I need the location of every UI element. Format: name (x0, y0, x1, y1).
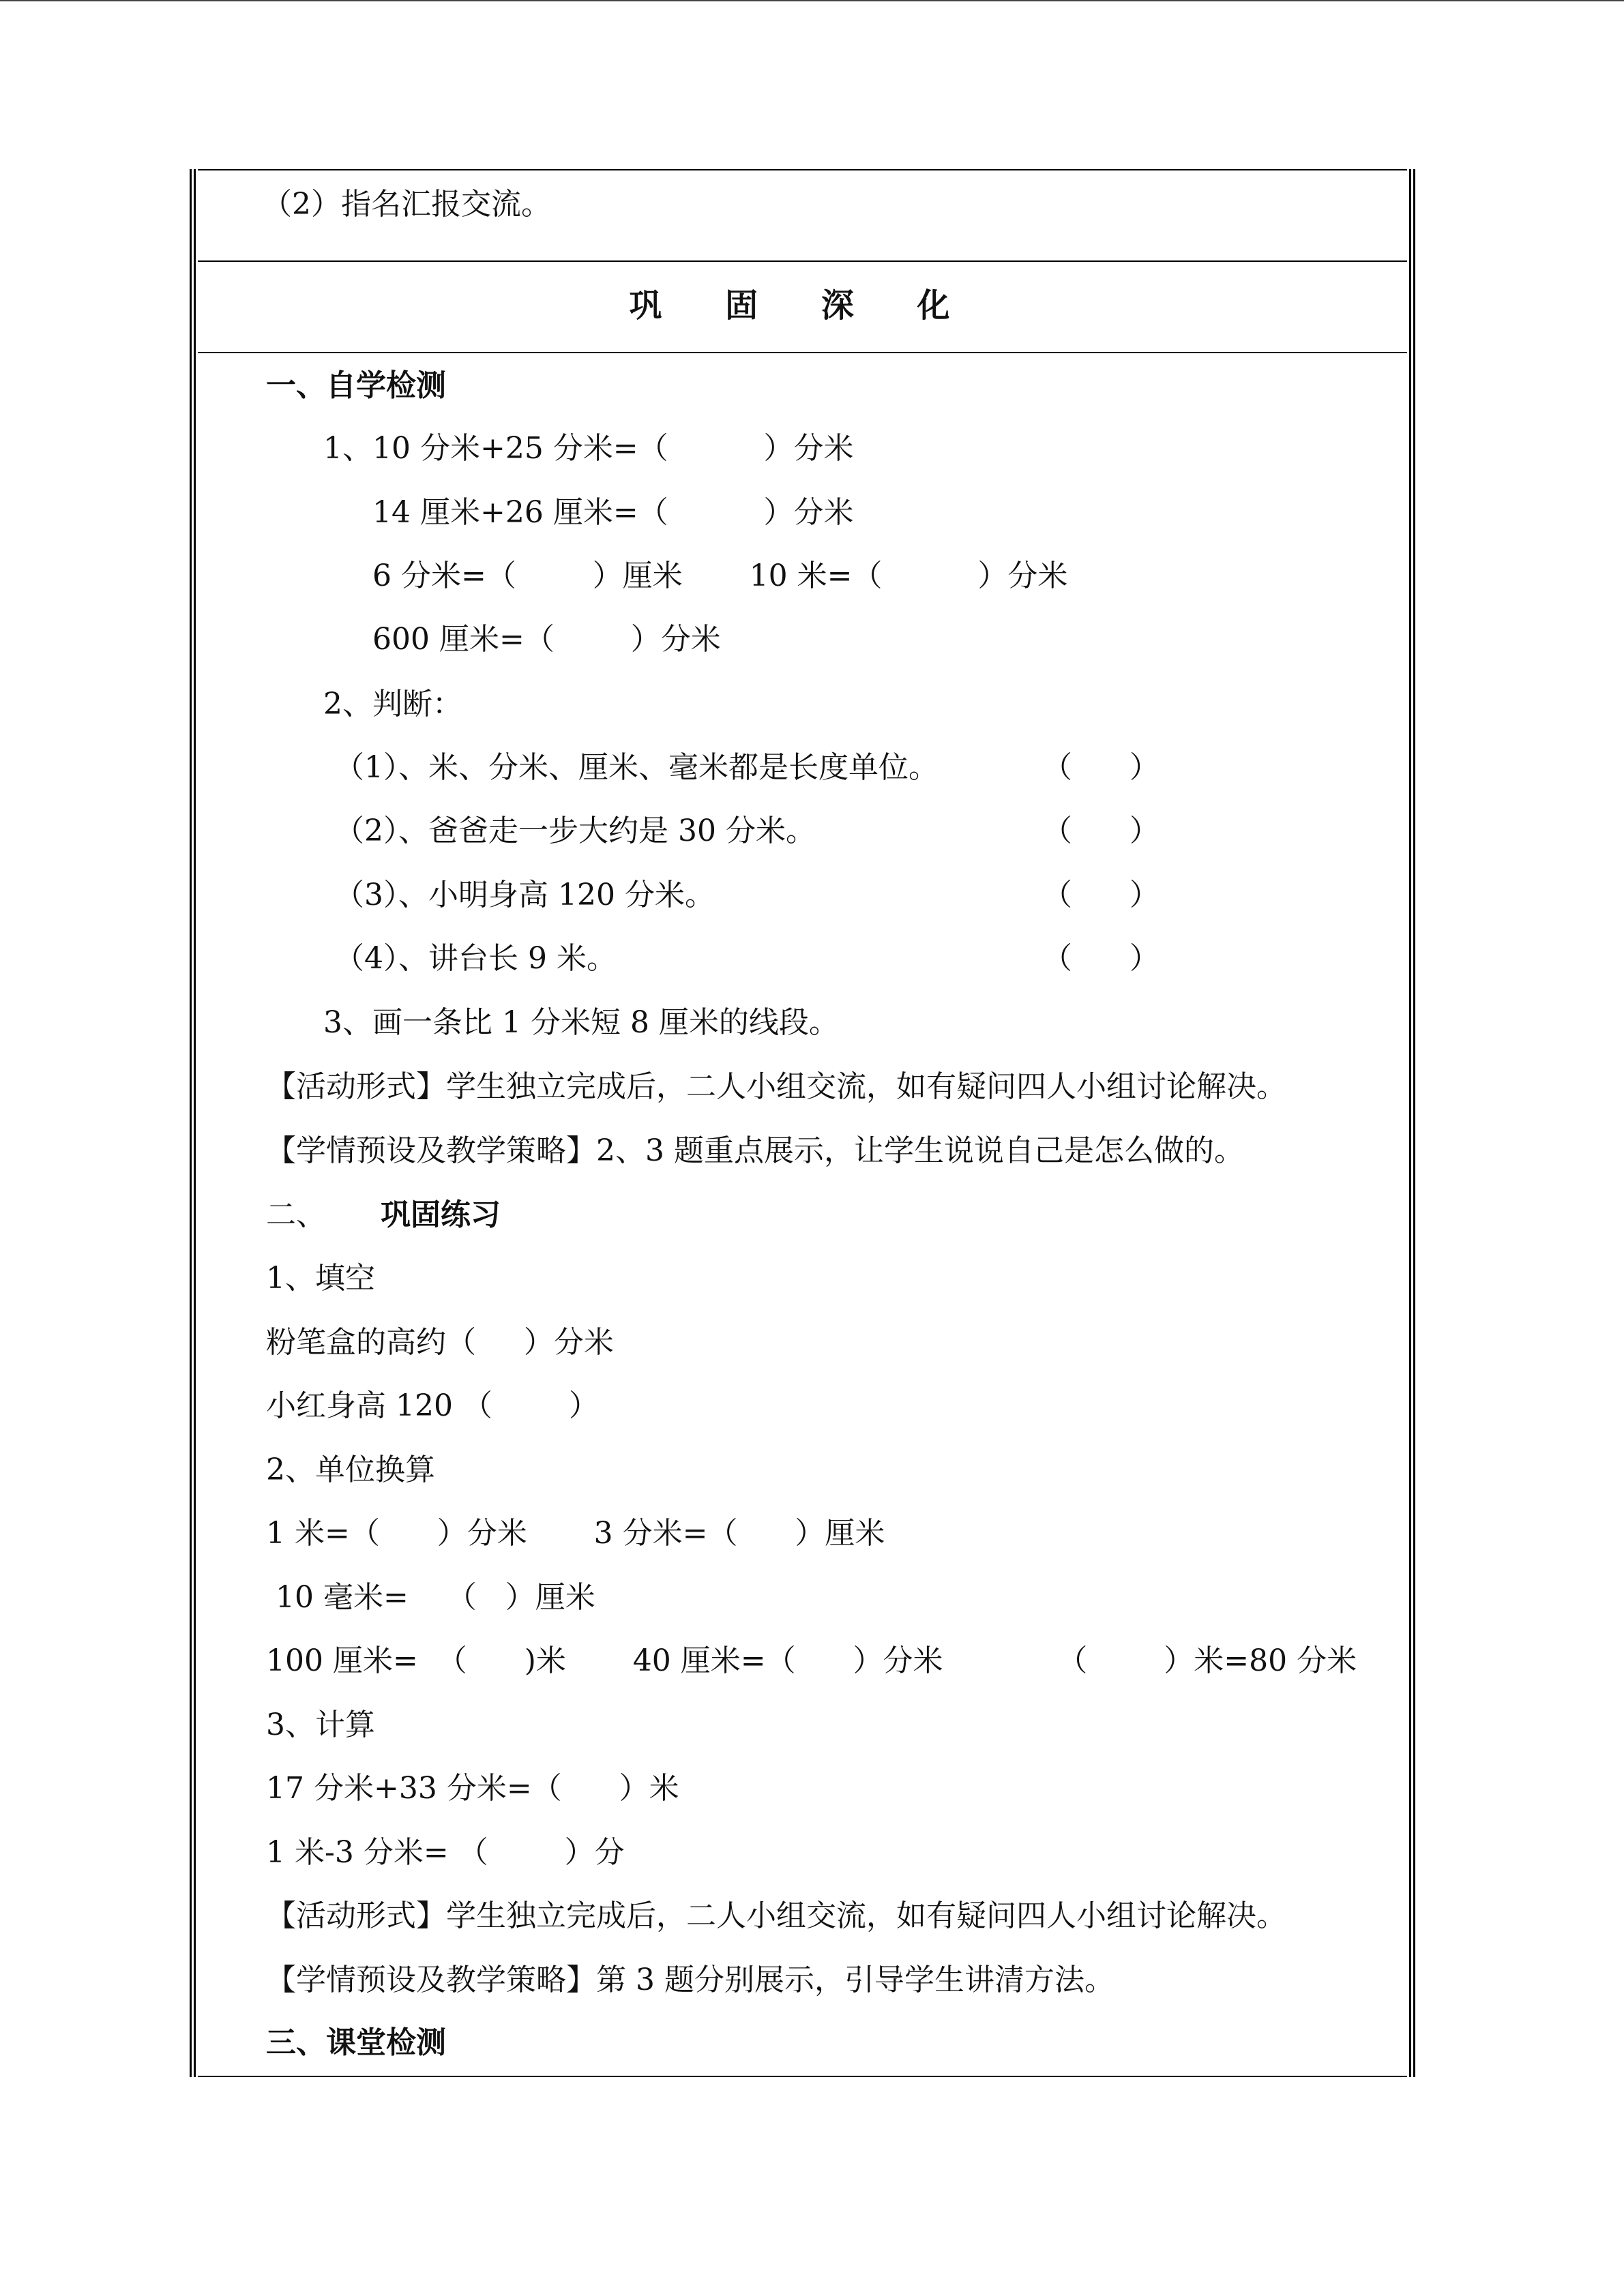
exercise-line: 3、计算 (266, 1708, 375, 1742)
q1-line: 14 厘米+26 厘米=（ ）分米 (372, 495, 854, 530)
exercise-line: 10 毫米= （ ）厘米 (266, 1580, 595, 1615)
part2-heading-number: 二、 (266, 1197, 326, 1232)
part3-heading: 三、课堂检测 (266, 2025, 446, 2060)
table-bottom-rule (198, 2076, 1407, 2077)
judge-item: （2）、爸爸走一步大约是 30 分米。 (334, 814, 816, 848)
activity-note: 【活动形式】学生独立完成后，二人小组交流，如有疑问四人小组讨论解决。 (266, 1898, 1286, 1933)
judge-item: （4）、讲台长 9 米。 (334, 941, 617, 976)
judge-item: （3）、小明身高 120 分米。 (334, 878, 715, 912)
judge-answer-paren: （ ） (1042, 750, 1160, 785)
judge-answer-paren: （ ） (1042, 814, 1160, 848)
exercise-line: 100 厘米= （ )米 40 厘米=（ ）分米 （ ）米=80 分米 (266, 1643, 1357, 1678)
report-exchange-line: （2）指名汇报交流。 (262, 187, 551, 222)
judge-answer-paren: （ ） (1042, 941, 1160, 976)
q2-title: 2、判断： (323, 687, 462, 721)
strategy-note: 【学情预设及教学策略】2、3 题重点展示，让学生说说自己是怎么做的。 (266, 1133, 1244, 1168)
exercise-line: 小红身高 120 （ ） (266, 1388, 599, 1423)
exercise-line: 粉笔盒的高约（ ）分米 (266, 1325, 614, 1360)
q1-line: 600 厘米=（ ）分米 (372, 622, 721, 657)
q1-line: 1、10 分米+25 分米=（ ）分米 (323, 431, 854, 466)
section-divider (198, 260, 1407, 262)
table-top-rule (198, 169, 1407, 170)
exercise-line: 1 米=（ ）分米 3 分米=（ ）厘米 (266, 1516, 885, 1551)
page-top-border (0, 0, 1624, 1)
part1-heading: 一、自学检测 (266, 368, 446, 403)
exercise-line: 1 米-3 分米= （ ）分 (266, 1835, 625, 1870)
exercise-line: 1、填空 (266, 1261, 375, 1296)
section-divider (198, 352, 1407, 353)
activity-note: 【活动形式】学生独立完成后，二人小组交流，如有疑问四人小组讨论解决。 (266, 1069, 1286, 1104)
section-title: 巩 固 深 化 (629, 286, 976, 325)
part2-heading: 巩固练习 (381, 1197, 501, 1232)
q1-line: 6 分米=（ ）厘米 10 米=（ ）分米 (372, 558, 1068, 593)
exercise-line: 2、单位换算 (266, 1452, 435, 1487)
strategy-note: 【学情预设及教学策略】第 3 题分别展示，引导学生讲清方法。 (266, 1963, 1114, 1997)
q3-line: 3、画一条比 1 分米短 8 厘米的线段。 (323, 1005, 839, 1040)
exercise-line: 17 分米+33 分米=（ ）米 (266, 1771, 679, 1806)
judge-answer-paren: （ ） (1042, 878, 1160, 912)
judge-item: （1）、米、分米、厘米、毫米都是长度单位。 (334, 750, 939, 785)
